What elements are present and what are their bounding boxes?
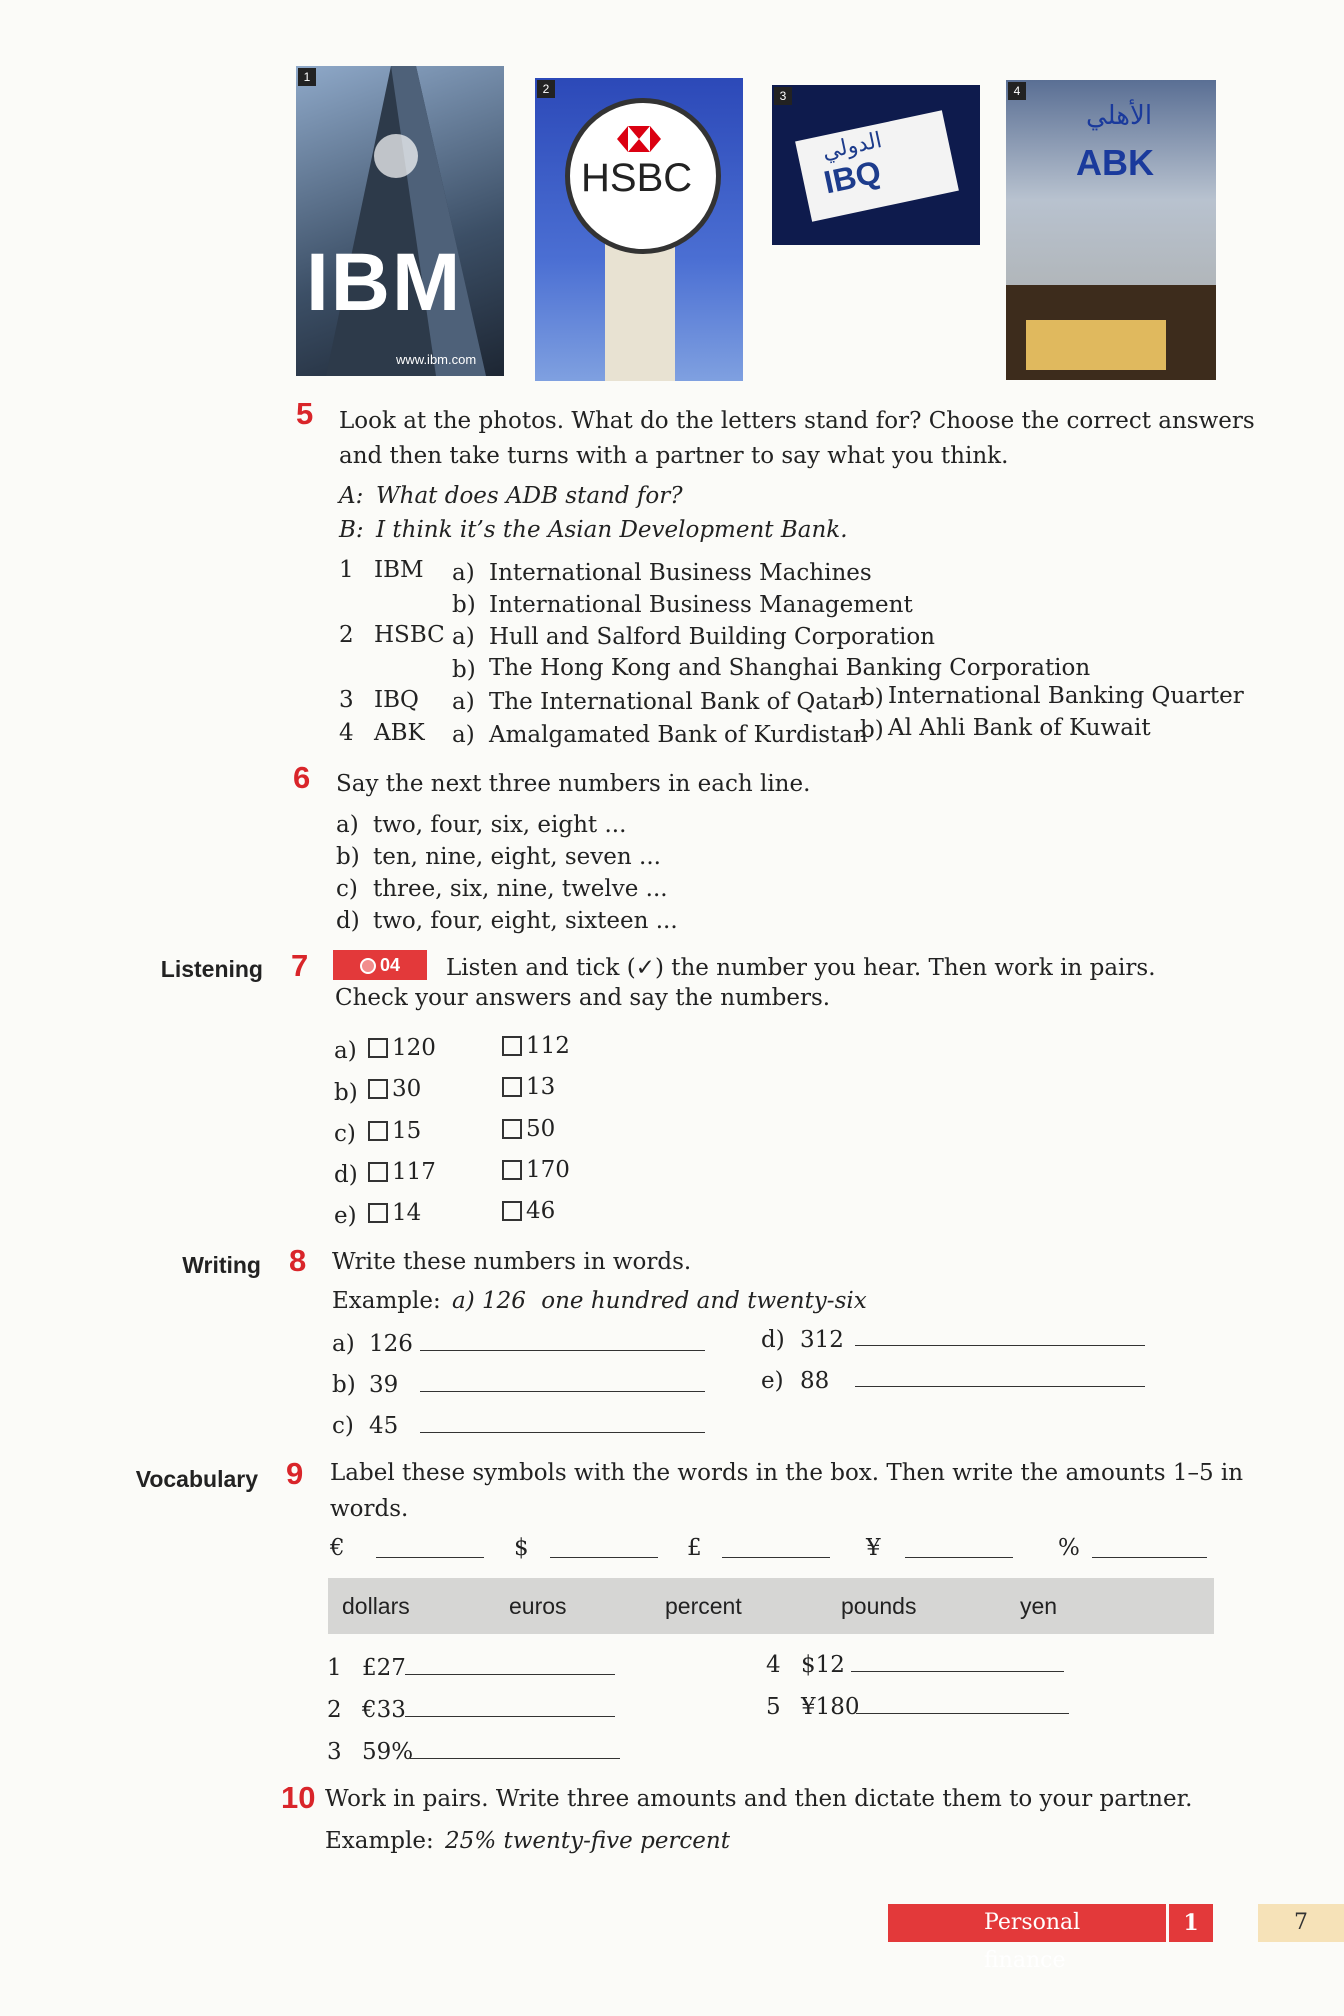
example-answer: one hundred and twenty-six — [541, 1288, 867, 1314]
exercise-5-number: 5 — [296, 396, 314, 431]
amount-answer-line[interactable] — [856, 1713, 1069, 1714]
ibq-logo-text: IBQ — [820, 153, 884, 201]
option-left[interactable] — [368, 1076, 421, 1102]
ex6-item-text: three, six, nine, twelve ... — [373, 876, 668, 902]
ex8-item-value: 126 — [369, 1331, 413, 1357]
ex6-item-label: d) — [336, 908, 360, 934]
option-right[interactable] — [502, 1033, 570, 1059]
exercise-10-example — [325, 1828, 730, 1854]
abk-arabic-text: الأهلي — [1086, 100, 1153, 130]
ex8-item-label: a) — [332, 1331, 355, 1357]
tick-checkbox[interactable] — [368, 1203, 388, 1223]
item-number: 4 — [339, 720, 354, 746]
option-b-text: Al Ahli Bank of Kuwait — [888, 715, 1151, 741]
item-abbr: IBQ — [374, 687, 419, 713]
amount-number: 1 — [327, 1655, 342, 1681]
exercise-9-instruction-line2: words. — [330, 1496, 409, 1522]
option-a-label: a) — [452, 689, 475, 715]
ex8-item-label: d) — [761, 1327, 785, 1353]
option-value: 50 — [526, 1116, 556, 1142]
amount-number: 2 — [327, 1697, 342, 1723]
option-a-text: The International Bank of Qatar — [489, 689, 863, 715]
footer-section-tab — [888, 1904, 1166, 1973]
photo-number: 2 — [537, 80, 555, 98]
exercise-6-number: 6 — [293, 760, 311, 795]
option-value: 117 — [392, 1159, 436, 1185]
footer-unit-number: 1 — [1169, 1904, 1213, 1942]
option-value: 46 — [526, 1198, 556, 1224]
dialogue-b-label: B: — [339, 517, 364, 543]
item-abbr: IBM — [374, 557, 424, 583]
option-value: 120 — [392, 1035, 436, 1061]
option-value: 170 — [526, 1157, 570, 1183]
row-label: e) — [334, 1203, 357, 1229]
tick-checkbox[interactable] — [368, 1121, 388, 1141]
example-answer: 25% twenty-five percent — [445, 1828, 730, 1854]
item-number: 3 — [339, 687, 354, 713]
option-right[interactable] — [502, 1074, 555, 1100]
example-item: a) 126 — [452, 1288, 526, 1314]
symbol-percent: % — [1058, 1535, 1080, 1561]
ex6-item-label: c) — [336, 876, 358, 902]
exercise-7-instruction-line1: Listen and tick (✓) the number you hear. Then work in pairs. — [446, 955, 1156, 981]
exercise-5-instruction-line1: Look at the photos. What do the letters stand for? Choose the correct answers — [339, 408, 1255, 434]
photo-hsbc — [535, 78, 743, 381]
option-b-text: The Hong Kong and Shanghai Banking Corporation — [489, 655, 1091, 681]
dialogue-a-label: A: — [339, 483, 364, 509]
exercise-9-instruction-line1: Label these symbols with the words in the box. Then write the amounts 1–5 in — [330, 1460, 1244, 1486]
row-label: d) — [334, 1162, 358, 1188]
photo-ibm — [296, 66, 504, 376]
amount-value: €33 — [362, 1697, 406, 1723]
word-euros: euros — [509, 1593, 567, 1619]
ex8-item-value: 312 — [800, 1327, 844, 1353]
option-value: 13 — [526, 1074, 556, 1100]
photo-number: 1 — [298, 68, 316, 86]
symbol-yen: ¥ — [866, 1535, 881, 1561]
example-label: Example: — [325, 1828, 434, 1854]
ex6-item-label: a) — [336, 812, 359, 838]
exercise-7-instruction-line2: Check your answers and say the numbers. — [335, 985, 831, 1011]
option-b-text: International Business Management — [489, 592, 913, 618]
option-right[interactable] — [502, 1198, 555, 1224]
word-dollars: dollars — [342, 1593, 410, 1619]
ex8-item-value: 39 — [369, 1372, 399, 1398]
option-value: 112 — [526, 1033, 570, 1059]
option-b-label: b) — [860, 685, 884, 711]
dialogue-a-text: What does ADB stand for? — [376, 483, 683, 509]
amount-answer-line[interactable] — [410, 1758, 620, 1759]
option-a-text: Hull and Salford Building Corporation — [489, 624, 935, 650]
ex6-item-label: b) — [336, 844, 360, 870]
row-label: c) — [334, 1121, 356, 1147]
word-percent: percent — [665, 1593, 742, 1619]
ex6-item-text: two, four, eight, sixteen ... — [373, 908, 678, 934]
option-left[interactable] — [368, 1159, 436, 1185]
option-a-text: International Business Machines — [489, 560, 872, 586]
symbol-euro: € — [330, 1535, 345, 1561]
section-label-vocabulary: Vocabulary — [135, 1466, 258, 1492]
word-pounds: pounds — [841, 1593, 917, 1619]
option-a-label: a) — [452, 560, 475, 586]
option-right[interactable] — [502, 1157, 570, 1183]
ex6-item-text: two, four, six, eight ... — [373, 812, 627, 838]
item-abbr: HSBC — [374, 622, 445, 648]
option-left[interactable] — [368, 1035, 436, 1061]
symbol-answer-line[interactable] — [905, 1557, 1013, 1558]
option-value: 15 — [392, 1118, 422, 1144]
ex8-item-label: e) — [761, 1368, 784, 1394]
ibm-caption: www.ibm.com — [396, 352, 477, 367]
option-b-text: International Banking Quarter — [888, 683, 1244, 709]
tick-checkbox[interactable] — [368, 1079, 388, 1099]
answer-line[interactable] — [855, 1386, 1145, 1387]
exercise-9-number: 9 — [286, 1456, 304, 1491]
amount-number: 3 — [327, 1739, 342, 1765]
ex8-item-label: c) — [332, 1413, 354, 1439]
option-b-label: b) — [860, 717, 884, 743]
symbol-answer-line[interactable] — [376, 1557, 484, 1558]
dialogue-b-text: I think it’s the Asian Development Bank. — [376, 517, 848, 543]
row-label: b) — [334, 1080, 358, 1106]
option-b-label: b) — [452, 657, 476, 683]
item-abbr: ABK — [374, 720, 425, 746]
exercise-6-instruction: Say the next three numbers in each line. — [336, 771, 811, 797]
exercise-8-example — [332, 1288, 867, 1314]
row-label: a) — [334, 1038, 357, 1064]
amount-number: 5 — [766, 1694, 781, 1720]
ibq-arabic-text: الدولي — [819, 127, 884, 164]
example-label: Example: — [332, 1288, 441, 1314]
exercise-10-instruction: Work in pairs. Write three amounts and then dictate them to your partner. — [325, 1786, 1193, 1812]
answer-line[interactable] — [420, 1432, 705, 1433]
ibm-logo-text: IBM — [306, 237, 463, 328]
photo-ibq — [772, 85, 980, 245]
exercise-7-number: 7 — [291, 948, 309, 983]
section-label-listening: Listening — [160, 956, 263, 982]
tick-checkbox[interactable] — [502, 1119, 522, 1139]
symbol-answer-line[interactable] — [550, 1557, 658, 1558]
track-number: 04 — [379, 955, 401, 975]
option-a-text: Amalgamated Bank of Kurdistan — [489, 722, 868, 748]
section-label-writing: Writing — [182, 1252, 261, 1278]
option-left[interactable] — [368, 1200, 421, 1226]
amount-answer-line[interactable] — [405, 1674, 615, 1675]
ex8-item-value: 88 — [800, 1368, 830, 1394]
photo-number: 3 — [774, 87, 792, 105]
photo-abk — [1006, 80, 1216, 380]
option-a-label: a) — [452, 722, 475, 748]
word-box — [328, 1578, 1214, 1634]
answer-line[interactable] — [855, 1345, 1145, 1346]
amount-value: 59% — [362, 1739, 414, 1765]
option-b-label: b) — [452, 592, 476, 618]
ex8-item-label: b) — [332, 1372, 356, 1398]
amount-value: ¥180 — [801, 1694, 860, 1720]
tick-checkbox[interactable] — [502, 1036, 522, 1056]
ex6-item-text: ten, nine, eight, seven ... — [373, 844, 661, 870]
tick-checkbox[interactable] — [368, 1038, 388, 1058]
option-value: 30 — [392, 1076, 422, 1102]
symbol-pound: £ — [687, 1535, 702, 1561]
item-number: 1 — [339, 557, 354, 583]
exercise-8-instruction: Write these numbers in words. — [332, 1249, 692, 1275]
amount-number: 4 — [766, 1652, 781, 1678]
option-value: 14 — [392, 1200, 422, 1226]
option-right[interactable] — [502, 1116, 555, 1142]
footer-section-title: Personal finance — [984, 1910, 1081, 1973]
amount-value: $12 — [801, 1652, 845, 1678]
symbol-dollar: $ — [514, 1535, 529, 1561]
photo-number: 4 — [1008, 82, 1026, 100]
tick-checkbox[interactable] — [502, 1077, 522, 1097]
abk-window-light — [1026, 320, 1166, 370]
audio-track-badge[interactable] — [333, 950, 427, 980]
ex8-item-value: 45 — [369, 1413, 399, 1439]
symbol-answer-line[interactable] — [722, 1557, 830, 1558]
tick-checkbox[interactable] — [502, 1160, 522, 1180]
answer-line[interactable] — [420, 1391, 705, 1392]
item-number: 2 — [339, 622, 354, 648]
hsbc-hexagon-icon — [617, 126, 661, 152]
option-left[interactable] — [368, 1118, 421, 1144]
exercise-8-number: 8 — [289, 1243, 307, 1278]
abk-logo-text: ABK — [1076, 142, 1154, 183]
amount-answer-line[interactable] — [851, 1671, 1064, 1672]
tick-checkbox[interactable] — [368, 1162, 388, 1182]
exercise-5-instruction-line2: and then take turns with a partner to say what you think. — [339, 443, 1009, 469]
word-yen: yen — [1020, 1593, 1058, 1619]
answer-line[interactable] — [420, 1350, 705, 1351]
exercise-10-number: 10 — [281, 1780, 316, 1815]
symbol-answer-line[interactable] — [1092, 1557, 1207, 1558]
option-a-label: a) — [452, 624, 475, 650]
cd-icon — [360, 958, 376, 974]
page-number: 7 — [1258, 1904, 1344, 1942]
amount-value: £27 — [362, 1655, 406, 1681]
hsbc-logo-text: HSBC — [581, 156, 693, 200]
amount-answer-line[interactable] — [405, 1716, 615, 1717]
tick-checkbox[interactable] — [502, 1201, 522, 1221]
